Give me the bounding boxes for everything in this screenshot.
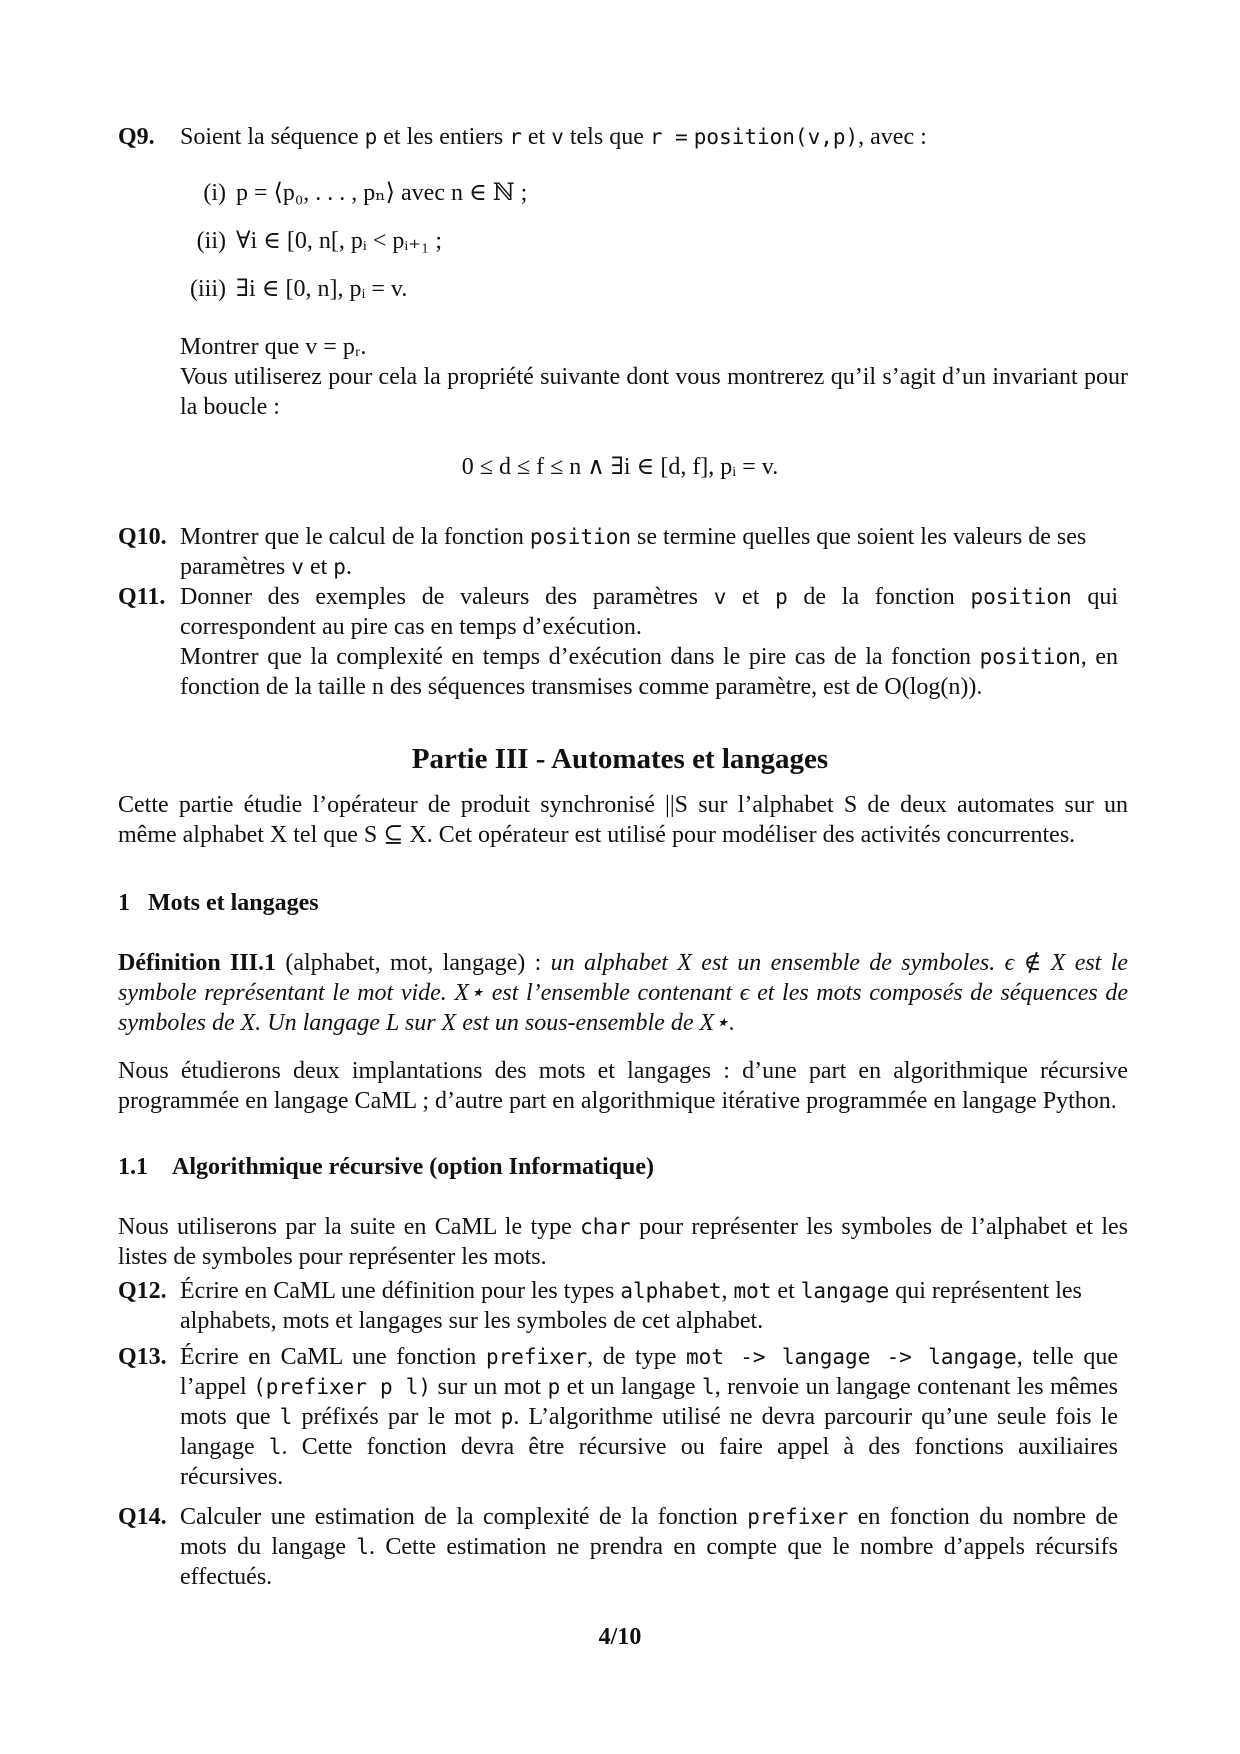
q13-code: p <box>547 1375 561 1399</box>
definition-iii-1 <box>118 948 1128 1038</box>
q9-var-r: r <box>509 125 522 149</box>
part-intro: Cette partie étudie l’opérateur de produit synchronisé ||S sur l’alphabet S de deux automates sur un même alphabet X tel que S ⊆ X. Cet opérateur est utilisé pour modéliser des activités concurrentes. <box>118 792 1128 848</box>
q11-text: de la fonction <box>787 584 971 610</box>
q13-text: . Cette fonction devra être récursive ou faire appel à des fonctions auxiliaires récursives. <box>180 1434 1118 1490</box>
q13-body <box>180 1342 1118 1492</box>
section-1-1-heading <box>118 1152 654 1182</box>
q13-text: , de type <box>587 1344 687 1370</box>
q13-code: prefixer <box>485 1345 588 1369</box>
part-title: Partie III - Automates et langages <box>411 743 829 775</box>
implementation-paragraph: Nous étudierons deux implantations des mots et langages : d’une part en algorithmique récursive programmée en langage CaML ; d’autre part en algorithmique itérative programmée en langage Python. <box>118 1058 1128 1114</box>
caml-code: char <box>580 1215 631 1239</box>
q13-text: et un langage <box>560 1374 703 1400</box>
q9-item-ii <box>178 226 442 256</box>
q10-body <box>180 522 1118 582</box>
question-q10 <box>118 522 1118 582</box>
q11-text: qui correspondent au pire cas en temps d’exécution. <box>180 584 1119 640</box>
question-q12 <box>118 1276 1118 1336</box>
q11-body <box>180 582 1118 702</box>
caml-text: pour représenter les symboles de l’alphabet et les listes de symboles pour représenter les mots. <box>118 1214 1129 1270</box>
q13-text: , telle que l’appel <box>180 1344 1119 1400</box>
q13-text: , renvoie un langage contenant les mêmes mots que <box>180 1374 1119 1430</box>
q13-label: Q13. <box>118 1344 167 1370</box>
q14-text: Calculer une estimation de la complexité de la fonction <box>180 1504 748 1530</box>
q12-code: alphabet <box>620 1279 722 1303</box>
q12-text: et <box>771 1278 801 1304</box>
q9-item-iii <box>178 274 407 304</box>
q11-text: , en fonction de la taille n des séquences transmises comme paramètre, est de O(log(n)). <box>180 644 1118 700</box>
definition-paren: (alphabet, mot, langage) : <box>276 950 551 976</box>
q11-text: Donner des exemples de valeurs des paramètres <box>180 584 714 610</box>
item-text: ∃i ∈ [0, n], pᵢ = v. <box>236 276 408 302</box>
section-title: Mots et langages <box>148 890 319 916</box>
q9-text: tels que <box>563 124 650 150</box>
item-text: p = ⟨p₀, . . . , pₙ⟩ avec n ∈ ℕ ; <box>236 180 528 206</box>
q11-label: Q11. <box>118 584 166 610</box>
q11-text: Montrer que la complexité en temps d’exécution dans le pire cas de la fonction <box>180 644 980 670</box>
definition-label: Définition III.1 <box>118 950 277 976</box>
q13-text: Écrire en CaML une fonction <box>180 1344 486 1370</box>
q9-show-text: Montrer que v = pᵣ. <box>180 334 367 360</box>
q11-code: position <box>979 645 1081 669</box>
q13-code: (prefixer p l) <box>253 1375 432 1399</box>
q9-intro <box>180 122 1118 152</box>
q12-text: qui représentent les alphabets, mots et langages sur les symboles de cet alphabet. <box>180 1278 1082 1334</box>
q9-var-v: v <box>551 125 564 149</box>
q14-body <box>180 1502 1118 1592</box>
q9-label: Q9. <box>118 124 155 150</box>
q13-text: . L’algorithme utilisé ne devra parcourir qu’une seule fois le langage <box>180 1404 1118 1460</box>
q9-show <box>180 332 1128 422</box>
definition-body: un alphabet X est un ensemble de symboles. ϵ ∉ X est le symbole représentant le mot vide. X⋆ est l’ensemble contenant ϵ et les mots composés de séquences de symboles de X. Un langage L sur X est un sous-ensemble de X⋆. <box>118 950 1129 1036</box>
q9-var-p: p <box>364 125 378 149</box>
q14-label: Q14. <box>118 1504 167 1530</box>
q9-eq-rhs: position(v,p) <box>693 125 859 149</box>
q10-text: et <box>303 554 334 580</box>
q10-var-v: v <box>291 555 304 579</box>
question-q9 <box>118 122 1118 152</box>
q9-invariant: 0 ≤ d ≤ f ≤ n ∧ ∃i ∈ [d, f], pᵢ = v. <box>461 454 779 480</box>
q12-text: Écrire en CaML une définition pour les types <box>180 1278 621 1304</box>
q12-code: langage <box>800 1279 890 1303</box>
q11-var-p: p <box>775 585 788 609</box>
section-title: Algorithmique récursive (option Informatique) <box>172 1154 654 1180</box>
q9-item-i <box>178 178 527 208</box>
q10-code: position <box>529 525 632 549</box>
q12-code: mot <box>733 1279 772 1303</box>
q13-text: sur un mot <box>431 1374 548 1400</box>
item-text: ∀i ∈ [0, n[, pᵢ < pᵢ₊₁ ; <box>236 228 442 254</box>
q12-label: Q12. <box>118 1278 167 1304</box>
question-q13 <box>118 1342 1118 1492</box>
q13-code: p <box>500 1405 514 1429</box>
q11-text: et <box>726 584 776 610</box>
caml-intro <box>118 1212 1128 1272</box>
q14-code: l <box>356 1535 370 1559</box>
q13-text: préfixés par le mot <box>292 1404 501 1430</box>
item-label: (ii) <box>196 228 226 254</box>
q9-eq-lhs: r = <box>649 125 688 149</box>
q13-code: mot -> langage -> langage <box>686 1345 1017 1369</box>
item-label: (iii) <box>190 276 226 302</box>
q12-text: , <box>721 1278 734 1304</box>
q12-body <box>180 1276 1118 1336</box>
section-1-heading <box>118 888 319 918</box>
question-q14 <box>118 1502 1118 1592</box>
section-number: 1 <box>118 890 130 916</box>
q11-var-v: v <box>713 585 727 609</box>
q9-text: , avec : <box>858 124 927 150</box>
q11-code: position <box>970 585 1072 609</box>
q13-code: l <box>279 1405 293 1429</box>
q13-code: l <box>268 1435 282 1459</box>
caml-text: Nous utiliserons par la suite en CaML le type <box>118 1214 581 1240</box>
question-q11 <box>118 582 1118 702</box>
q14-code: prefixer <box>747 1505 849 1529</box>
q9-text: et les entiers <box>377 124 510 150</box>
q10-text: . <box>345 554 352 580</box>
section-number: 1.1 <box>118 1154 148 1180</box>
q10-text: Montrer que le calcul de la fonction <box>180 524 530 550</box>
q10-var-p: p <box>333 555 346 579</box>
q10-text: se termine quelles que soient les valeurs de ses paramètres <box>180 524 1087 580</box>
q9-instruction: Vous utiliserez pour cela la propriété suivante dont vous montrerez qu’il s’agit d’un invariant pour la boucle : <box>180 364 1128 420</box>
page-number: 4/10 <box>598 1624 642 1650</box>
q14-text: . Cette estimation ne prendra en compte que le nombre d’appels récursifs effectués. <box>180 1534 1118 1590</box>
item-label: (i) <box>203 180 226 206</box>
q10-label: Q10. <box>118 524 167 550</box>
q13-code: l <box>702 1375 715 1399</box>
q14-text: en fonction du nombre de mots du langage <box>180 1504 1118 1560</box>
q9-text: et <box>521 124 552 150</box>
q9-text: Soient la séquence <box>180 124 365 150</box>
